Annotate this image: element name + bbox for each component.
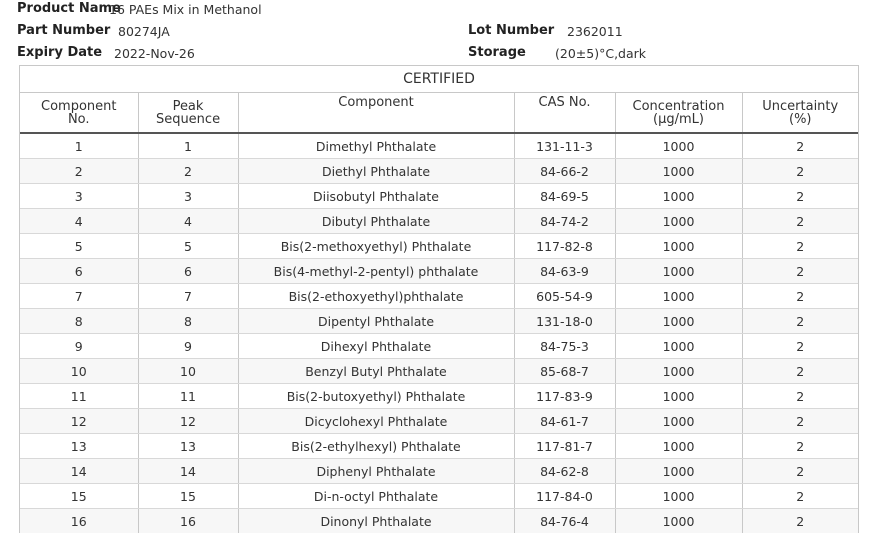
component-no-cell: 14 [20, 459, 138, 484]
table-row [20, 409, 858, 434]
table-row [20, 184, 858, 209]
table-row [20, 259, 858, 284]
uncertainty-cell: 2 [742, 509, 858, 533]
peak-sequence-cell: 2 [138, 159, 238, 184]
header-concentration: Concentration (µg/mL) [615, 93, 742, 133]
component-name-cell: Dihexyl Phthalate [238, 334, 514, 359]
header-component: Component [238, 93, 514, 133]
peak-sequence-cell: 16 [138, 509, 238, 533]
peak-sequence-cell: 4 [138, 209, 238, 234]
peak-sequence-cell: 14 [138, 459, 238, 484]
cas-no-cell: 84-75-3 [514, 334, 615, 359]
component-no-cell: 10 [20, 359, 138, 384]
lot-number-label: Lot Number [468, 23, 555, 38]
uncertainty-cell: 2 [742, 484, 858, 509]
uncertainty-cell: 2 [742, 409, 858, 434]
table-row [20, 309, 858, 334]
peak-sequence-cell: 7 [138, 284, 238, 309]
concentration-cell: 1000 [615, 459, 742, 484]
uncertainty-cell: 2 [742, 159, 858, 184]
concentration-cell: 1000 [615, 209, 742, 234]
component-name-cell: Di-n-octyl Phthalate [238, 484, 514, 509]
concentration-cell: 1000 [615, 509, 742, 533]
table-caption: CERTIFIED [20, 66, 858, 93]
component-name-cell: Diphenyl Phthalate [238, 459, 514, 484]
concentration-cell: 1000 [615, 434, 742, 459]
component-name-cell: Benzyl Butyl Phthalate [238, 359, 514, 384]
component-no-cell: 8 [20, 309, 138, 334]
table-row [20, 284, 858, 309]
certified-components-table [20, 93, 858, 533]
peak-sequence-cell: 5 [138, 234, 238, 259]
concentration-cell: 1000 [615, 384, 742, 409]
peak-sequence-cell: 9 [138, 334, 238, 359]
peak-sequence-cell: 8 [138, 309, 238, 334]
component-name-cell: Dicyclohexyl Phthalate [238, 409, 514, 434]
concentration-cell: 1000 [615, 284, 742, 309]
component-name-cell: Bis(2-butoxyethyl) Phthalate [238, 384, 514, 409]
component-name-cell: Dipentyl Phthalate [238, 309, 514, 334]
concentration-cell: 1000 [615, 309, 742, 334]
component-no-cell: 11 [20, 384, 138, 409]
cas-no-cell: 131-18-0 [514, 309, 615, 334]
component-name-cell: Dinonyl Phthalate [238, 509, 514, 533]
component-no-cell: 15 [20, 484, 138, 509]
cas-no-cell: 84-69-5 [514, 184, 615, 209]
uncertainty-cell: 2 [742, 434, 858, 459]
concentration-cell: 1000 [615, 133, 742, 159]
cas-no-cell: 605-54-9 [514, 284, 615, 309]
concentration-cell: 1000 [615, 259, 742, 284]
storage-label: Storage [468, 45, 526, 60]
concentration-cell: 1000 [615, 484, 742, 509]
cas-no-cell: 117-84-0 [514, 484, 615, 509]
peak-sequence-cell: 11 [138, 384, 238, 409]
uncertainty-cell: 2 [742, 259, 858, 284]
peak-sequence-cell: 6 [138, 259, 238, 284]
part-number-value: 80274JA [118, 24, 170, 39]
expiry-date-label: Expiry Date [17, 45, 103, 60]
component-no-cell: 3 [20, 184, 138, 209]
peak-sequence-cell: 1 [138, 133, 238, 159]
uncertainty-cell: 2 [742, 359, 858, 384]
table-row [20, 434, 858, 459]
storage-value: (20±5)°C,dark [555, 46, 647, 61]
component-no-cell: 6 [20, 259, 138, 284]
uncertainty-cell: 2 [742, 234, 858, 259]
cas-no-cell: 84-63-9 [514, 259, 615, 284]
component-name-cell: Dibutyl Phthalate [238, 209, 514, 234]
component-name-cell: Bis(4-methyl-2-pentyl) phthalate [238, 259, 514, 284]
component-no-cell: 12 [20, 409, 138, 434]
cas-no-cell: 84-61-7 [514, 409, 615, 434]
component-no-cell: 7 [20, 284, 138, 309]
peak-sequence-cell: 10 [138, 359, 238, 384]
table-row [20, 159, 858, 184]
component-no-cell: 5 [20, 234, 138, 259]
uncertainty-cell: 2 [742, 209, 858, 234]
cas-no-cell: 117-82-8 [514, 234, 615, 259]
component-no-cell: 4 [20, 209, 138, 234]
table-header-row [20, 93, 858, 133]
table-row [20, 484, 858, 509]
table-row [20, 133, 858, 159]
uncertainty-cell: 2 [742, 384, 858, 409]
component-no-cell: 1 [20, 133, 138, 159]
product-name-label: Product Name [17, 1, 121, 16]
table-row [20, 509, 858, 533]
uncertainty-cell: 2 [742, 184, 858, 209]
cas-no-cell: 84-74-2 [514, 209, 615, 234]
header-peak-sequence: Peak Sequence [138, 93, 238, 133]
lot-number-value: 2362011 [567, 24, 623, 39]
component-name-cell: Dimethyl Phthalate [238, 133, 514, 159]
component-no-cell: 2 [20, 159, 138, 184]
cas-no-cell: 85-68-7 [514, 359, 615, 384]
peak-sequence-cell: 13 [138, 434, 238, 459]
cas-no-cell: 131-11-3 [514, 133, 615, 159]
concentration-cell: 1000 [615, 359, 742, 384]
cas-no-cell: 117-81-7 [514, 434, 615, 459]
component-no-cell: 9 [20, 334, 138, 359]
product-name-value: 16 PAEs Mix in Methanol [109, 2, 262, 17]
concentration-cell: 1000 [615, 184, 742, 209]
certified-table-container [19, 65, 859, 533]
table-row [20, 209, 858, 234]
concentration-cell: 1000 [615, 334, 742, 359]
header-uncertainty: Uncertainty (%) [742, 93, 858, 133]
component-name-cell: Diethyl Phthalate [238, 159, 514, 184]
component-no-cell: 16 [20, 509, 138, 533]
header-cas-no: CAS No. [514, 93, 615, 133]
component-no-cell: 13 [20, 434, 138, 459]
table-row [20, 234, 858, 259]
concentration-cell: 1000 [615, 409, 742, 434]
table-row [20, 384, 858, 409]
table-row [20, 359, 858, 384]
uncertainty-cell: 2 [742, 309, 858, 334]
peak-sequence-cell: 15 [138, 484, 238, 509]
cas-no-cell: 84-62-8 [514, 459, 615, 484]
peak-sequence-cell: 3 [138, 184, 238, 209]
expiry-date-value: 2022-Nov-26 [114, 46, 195, 61]
component-name-cell: Bis(2-ethylhexyl) Phthalate [238, 434, 514, 459]
uncertainty-cell: 2 [742, 133, 858, 159]
table-row [20, 334, 858, 359]
table-row [20, 459, 858, 484]
cas-no-cell: 84-76-4 [514, 509, 615, 533]
concentration-cell: 1000 [615, 234, 742, 259]
cas-no-cell: 84-66-2 [514, 159, 615, 184]
cas-no-cell: 117-83-9 [514, 384, 615, 409]
table-body [20, 133, 858, 533]
part-number-label: Part Number [17, 23, 111, 38]
peak-sequence-cell: 12 [138, 409, 238, 434]
header-component-no: Component No. [20, 93, 138, 133]
uncertainty-cell: 2 [742, 284, 858, 309]
component-name-cell: Bis(2-ethoxyethyl)phthalate [238, 284, 514, 309]
uncertainty-cell: 2 [742, 459, 858, 484]
concentration-cell: 1000 [615, 159, 742, 184]
component-name-cell: Bis(2-methoxyethyl) Phthalate [238, 234, 514, 259]
component-name-cell: Diisobutyl Phthalate [238, 184, 514, 209]
uncertainty-cell: 2 [742, 334, 858, 359]
